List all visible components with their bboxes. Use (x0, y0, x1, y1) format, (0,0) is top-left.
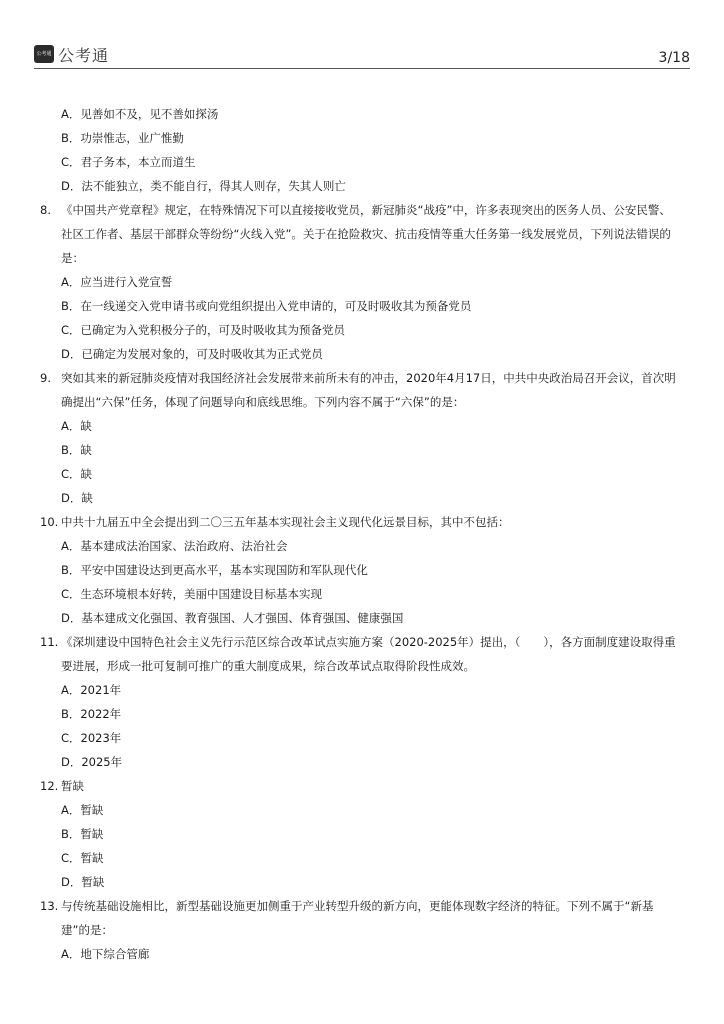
page-header (34, 42, 690, 70)
q11-option-a: A．2021年 (61, 683, 122, 697)
q10-number: 10. (40, 515, 59, 529)
q9-stem-line2: 确提出“六保”任务，体现了问题导向和底线思维。下列内容不属于“六保”的是： (61, 395, 465, 409)
q10-stem (40, 510, 690, 534)
q10-option-a: A．基本建成法治国家、法治政府、法治社会 (61, 539, 288, 553)
q9-option-b: B．缺 (61, 443, 92, 457)
q9-option-d: D．缺 (61, 491, 93, 505)
q11-stem (40, 630, 690, 654)
q13-stem (40, 894, 690, 918)
q12-number: 12. (40, 779, 59, 793)
logo-icon: 公考通 (34, 45, 54, 63)
q11-number: 11. (40, 635, 59, 649)
q10-option-c: C．生态环境根本好转，美丽中国建设目标基本实现 (61, 587, 323, 601)
q12-option-d: D．暂缺 (61, 875, 105, 889)
q8-option-d: D．已确定为发展对象的，可及时吸收其为正式党员 (61, 347, 323, 361)
q13-stem-line1: 与传统基础设施相比，新型基础设施更加侧重于产业转型升级的新方向，更能体现数字经济的特征。下列不属于“新基 (61, 899, 654, 913)
q9-option-c: C．缺 (61, 467, 93, 481)
q9-stem-line1: 突如其来的新冠肺炎疫情对我国经济社会发展带来前所未有的冲击，2020年4月17日，中共中央政治局召开会议，首次明 (61, 371, 676, 385)
q8-number: 8. (40, 203, 51, 217)
q11-option-b: B．2022年 (61, 707, 122, 721)
q8-stem-line2: 社区工作者、基层干部群众等纷纷“火线入党”。关于在抢险救灾、抗击疫情等重大任务第一线发展党员，下列说法错误的 (61, 227, 671, 241)
q10-stem-line1: 中共十九届五中全会提出到二〇三五年基本实现社会主义现代化远景目标，其中不包括： (61, 515, 510, 529)
q13-option-a: A．地下综合管廊 (61, 947, 150, 961)
q7-option-a: A．见善如不及，见不善如探汤 (61, 107, 219, 121)
q8-option-b: B．在一线递交入党申请书或向党组织提出入党申请的，可及时吸收其为预备党员 (61, 299, 472, 313)
q8-option-a: A．应当进行入党宣誓 (61, 275, 173, 289)
q13-stem-line2: 建”的是： (61, 923, 113, 937)
q10-option-d: D．基本建成文化强国、教育强国、人才强国、体育强国、健康强国 (61, 611, 404, 625)
q12-option-a: A．暂缺 (61, 803, 104, 817)
q12-option-c: C．暂缺 (61, 851, 104, 865)
question-list (40, 102, 690, 966)
page-number: 3/18 (658, 50, 690, 66)
q12-option-b: B．暂缺 (61, 827, 104, 841)
q12-stem-line1: 暂缺 (61, 779, 84, 793)
header-divider (34, 68, 690, 69)
q9-number: 9. (40, 371, 51, 385)
q13-number: 13. (40, 899, 59, 913)
q11-option-c: C．2023年 (61, 731, 122, 745)
q12-stem (40, 774, 690, 798)
q9-option-a: A．缺 (61, 419, 92, 433)
q8-option-c: C．已确定为入党积极分子的，可及时吸收其为预备党员 (61, 323, 346, 337)
q8-stem-line3: 是： (61, 251, 84, 265)
logo-text: 公考通 (58, 46, 110, 65)
q11-stem-line1: 《深圳建设中国特色社会主义先行示范区综合改革试点实施方案（2020-2025年）提出，（ ），各方面制度建设取得重 (61, 635, 676, 649)
q7-option-b: B．功崇惟志，业广惟勤 (61, 131, 184, 145)
q7-option-d: D．法不能独立，类不能自行，得其人则存，失其人则亡 (61, 179, 346, 193)
q9-stem (40, 366, 690, 390)
q8-stem (40, 198, 690, 222)
q10-option-b: B．平安中国建设达到更高水平，基本实现国防和军队现代化 (61, 563, 368, 577)
q11-option-d: D．2025年 (61, 755, 123, 769)
q7-option-c: C．君子务本，本立而道生 (61, 155, 196, 169)
q8-stem-line1: 《中国共产党章程》规定，在特殊情况下可以直接接收党员，新冠肺炎“战疫”中，许多表现突出的医务人员、公安民警、 (61, 203, 671, 217)
q11-stem-line2: 要进展，形成一批可复制可推广的重大制度成果，综合改革试点取得阶段性成效。 (61, 659, 475, 673)
